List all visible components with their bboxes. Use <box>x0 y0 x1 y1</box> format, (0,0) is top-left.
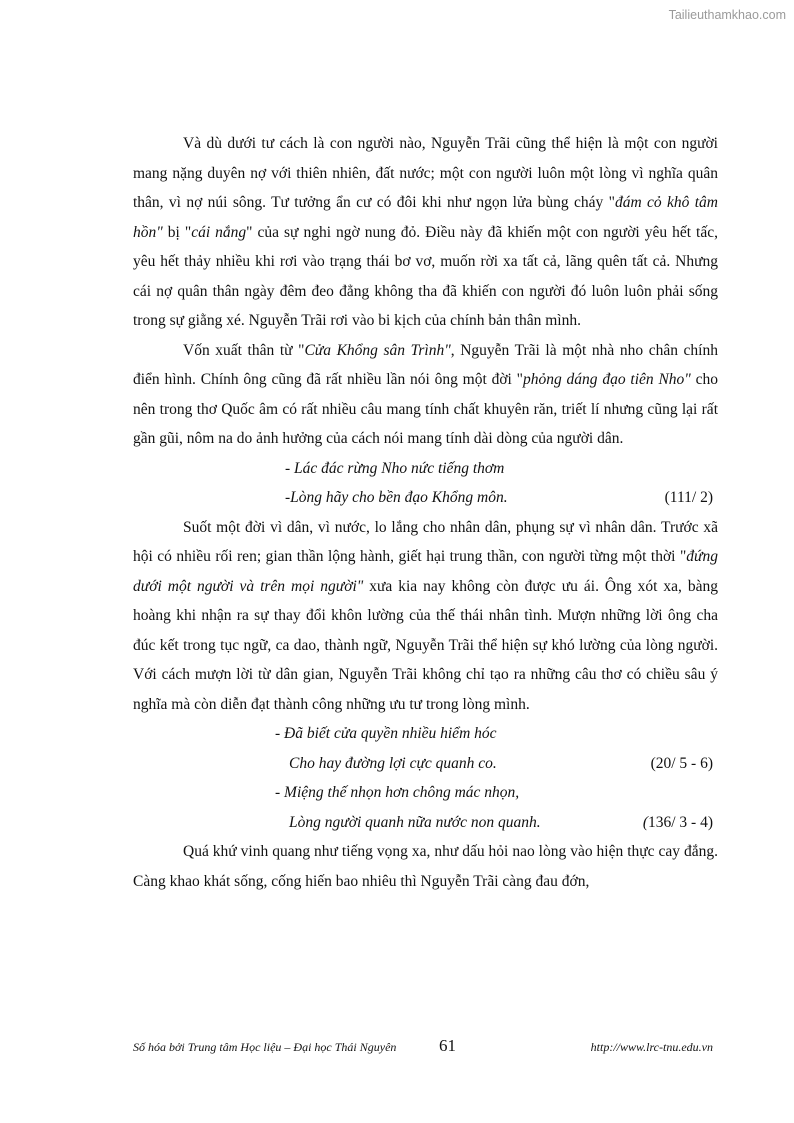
verse-text: Lòng người quanh nữa nước non quanh. <box>289 813 541 831</box>
paragraph-3 <box>133 513 718 720</box>
verse-line <box>133 778 718 808</box>
verse-line <box>133 454 718 484</box>
emphasis-quote: đám cỏ khô tâm hồn" <box>133 194 719 241</box>
emphasis-quote: Cửa Khổng sân Trình" <box>304 341 451 359</box>
paragraph-text: cho nên trong thơ Quốc âm có rất nhiều câu mang tính chất khuyên răn, triết lí nhưng cũng lại rất gần gũi, nôm na do ảnh hưởng của cách nói mang tính dài dòng của người dân. <box>133 371 718 447</box>
reference-paren: ( <box>642 813 648 831</box>
verse-line <box>133 808 718 838</box>
paragraph-text: " của sự nghi ngờ nung đỏ. Điều này đã khiến một con người yêu hết tấc, yêu hết thảy nhiều khi rơi vào trạng thái bơ vơ, muốn rời xa tất cả, lãng quên tất cả. Nhưng cái nợ quân thân ngày đêm đeo đẳng không tha đã khiến con người đó luôn luôn phải sống trong sự giằng xé. Nguyễn Trãi rơi vào bi kịch của chính bản thân mình. <box>133 223 719 329</box>
paragraph-text: bị " <box>162 223 192 241</box>
emphasis-quote: đứng dưới một người và trên mọi người" <box>133 548 718 595</box>
verse-text: - Lác đác rừng Nho nức tiếng thơm <box>285 459 505 477</box>
paragraph-text: xưa kia nay không còn được ưu ái. Ông xót xa, bàng hoàng khi nhận ra sự thay đổi khôn lường của thế thái nhân tình. Mượn những lời ông cha đúc kết trong tục ngữ, ca dao, thành ngữ, Nguyễn Trãi thể hiện sự khó lường của lòng người. Với cách mượn lời từ dân gian, Nguyễn Trãi không chỉ tạo ra những câu thơ có chiều sâu ý nghĩa mà còn diễn đạt thành công những ưu tư trong lòng mình. <box>133 577 718 713</box>
reference-text: 136/ 3 - 4) <box>647 813 713 831</box>
verse-line <box>133 483 718 513</box>
footer-url: http://www.lrc-tnu.edu.vn <box>590 1040 713 1054</box>
page-number: 61 <box>439 1036 456 1055</box>
verse-line <box>133 749 718 779</box>
watermark: Tailieuthamkhao.com <box>668 8 786 22</box>
paragraph-text: Vốn xuất thân từ " <box>183 341 305 359</box>
verse-line <box>133 719 718 749</box>
paragraph-text: , Nguyễn Trãi là một nhà nho chân chính điển hình. Chính ông cũng đã rất nhiều lần nói ông một đời " <box>133 341 718 388</box>
page-footer <box>133 1036 718 1066</box>
emphasis-quote: phỏng dáng đạo tiên Nho" <box>522 371 691 388</box>
verse-text: -Lòng hãy cho bền đạo Khổng môn. <box>285 489 508 506</box>
verse-text: - Miệng thế nhọn hơn chông mác nhọn, <box>275 784 520 801</box>
paragraph-1 <box>133 129 718 336</box>
verse-text: - Đã biết cửa quyền nhiều hiểm hóc <box>275 725 497 742</box>
document-body <box>133 129 718 896</box>
verse-text: Cho hay đường lợi cực quanh co. <box>289 754 497 772</box>
paragraph-2 <box>133 336 718 454</box>
footer-source: Số hóa bởi Trung tâm Học liệu – Đại học Thái Nguyên <box>133 1040 397 1054</box>
emphasis-quote: cái nắng <box>191 223 247 241</box>
verse-reference: (20/ 5 - 6) <box>650 754 713 772</box>
paragraph-4: Quá khứ vinh quang như tiếng vọng xa, như dấu hỏi nao lòng vào hiện thực cay đắng. Càng khao khát sống, cống hiến bao nhiêu thì Nguyễn Trãi càng đau đớn, <box>133 843 718 890</box>
verse-reference <box>643 808 713 838</box>
verse-reference: (111/ 2) <box>664 489 713 506</box>
paragraph-text: Và dù dưới tư cách là con người nào, Nguyễn Trãi cũng thể hiện là một con người mang nặng duyên nợ với thiên nhiên, đất nước; một con người luôn một lòng vì nghĩa quân thân, vì nợ núi sông. Tư tưởng ẩn cư có đôi khi như ngọn lửa bùng cháy " <box>133 135 718 211</box>
paragraph-text: Suốt một đời vì dân, vì nước, lo lắng cho nhân dân, phụng sự vì nhân dân. Trước xã hội có nhiều rối ren; gian thần lộng hành, giết hại trung thần, con người từng một thời " <box>133 518 718 565</box>
